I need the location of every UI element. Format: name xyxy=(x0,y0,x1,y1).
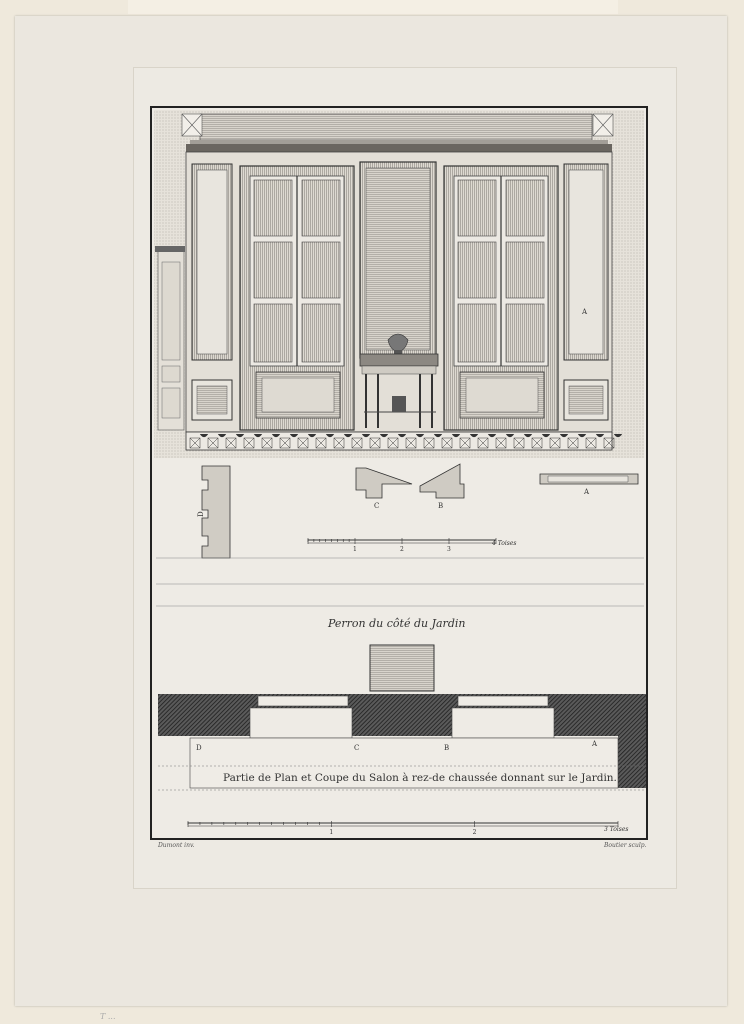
scale-unit-top: 4 Toises xyxy=(492,540,517,547)
plan-caption: Partie de Plan et Coupe du Salon à rez-de chaussée donnant sur le Jardin. xyxy=(223,772,617,784)
scale-tick-label: 2 xyxy=(472,829,477,836)
perron-caption: Perron du côté du Jardin xyxy=(328,617,466,630)
profile-letter-a: A xyxy=(584,488,590,496)
console-table xyxy=(360,354,438,366)
scale-bar-top xyxy=(308,538,496,553)
profile-b xyxy=(420,464,464,498)
elevation-letter-a: A xyxy=(582,308,588,316)
step-right xyxy=(452,708,554,738)
scale-tick-label: 1 xyxy=(353,546,357,553)
scale-tick-label: 1 xyxy=(329,829,334,836)
plan-letter-a: A xyxy=(592,740,598,748)
perron-landing xyxy=(370,645,434,691)
cornice xyxy=(200,114,592,140)
profile-letter-d: D xyxy=(197,511,205,517)
scale-tick-label: 2 xyxy=(400,546,404,553)
designer-credit: Dumont inv. xyxy=(158,842,195,849)
wall-section-hatched xyxy=(158,694,646,736)
entablature xyxy=(186,144,612,152)
pencil-inscription: T ... xyxy=(100,1012,116,1021)
engraver-credit: Boutier sculp. xyxy=(604,842,647,849)
step-left xyxy=(250,708,352,738)
plan-letter-b: B xyxy=(444,744,450,752)
profile-c xyxy=(356,468,412,498)
profile-d xyxy=(202,466,230,558)
profile-letter-c: C xyxy=(374,502,380,510)
scale-tick-label: 3 xyxy=(447,546,451,553)
scale-bar-bottom xyxy=(188,821,618,836)
plan-letter-c: C xyxy=(354,744,360,752)
scale-unit-bottom: 3 Toises xyxy=(604,826,629,833)
profile-letter-b: B xyxy=(438,502,444,510)
plan-letter-d: D xyxy=(196,744,202,752)
